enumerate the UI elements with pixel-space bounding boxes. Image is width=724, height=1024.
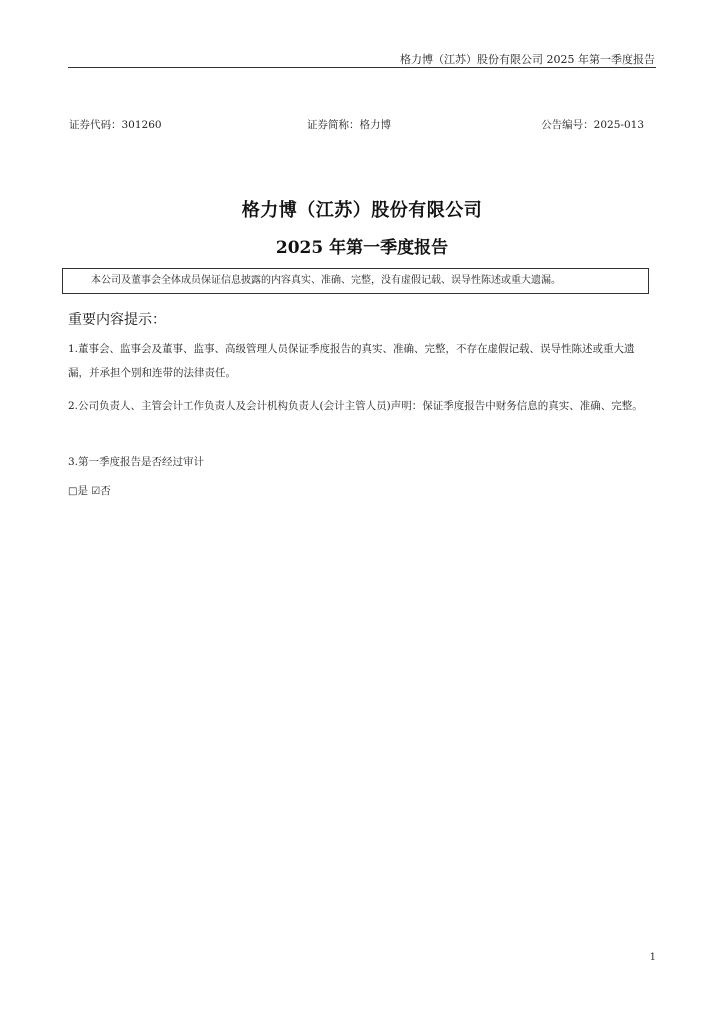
important-notice-heading: 重要内容提示： (68, 312, 166, 328)
announcement-number: 公告编号：2025-013 (541, 119, 644, 131)
notice-item-1: 1.董事会、监事会及董事、监事、高级管理人员保证季度报告的真实、准确、完整，不存在虚假记载、误导性陈述或重大遗漏，并承担个别和连带的法律责任。 (68, 343, 635, 379)
board-statement-box (62, 268, 649, 294)
page-number: 1 (649, 952, 656, 963)
checkbox-checked-icon: ☑ (91, 486, 101, 497)
security-short-name: 证券简称：格力博 (307, 119, 391, 131)
notice-item-2: 2.公司负责人、主管会计工作负责人及会计机构负责人(会计主管人员)声明：保证季度报告中财务信息的真实、准确、完整。 (68, 400, 643, 412)
audit-options (68, 479, 653, 504)
notice-item-3: 3.第一季度报告是否经过审计 (68, 456, 205, 468)
audit-yes-label: 是 (77, 485, 88, 497)
checkbox-unchecked-icon: □ (68, 486, 78, 497)
report-title: 2025 年第一季度报告 (275, 238, 449, 258)
audit-no-label: 否 (100, 485, 111, 497)
header-divider (68, 67, 656, 68)
board-statement-text: 本公司及董事会全体成员保证信息披露的内容真实、准确、完整，没有虚假记载、误导性陈述或重大遗漏。 (91, 275, 561, 286)
security-code: 证券代码：301260 (69, 119, 162, 131)
company-title: 格力博（江苏）股份有限公司 (241, 200, 483, 221)
running-title: 格力博（江苏）股份有限公司 2025 年第一季度报告 (400, 53, 655, 66)
